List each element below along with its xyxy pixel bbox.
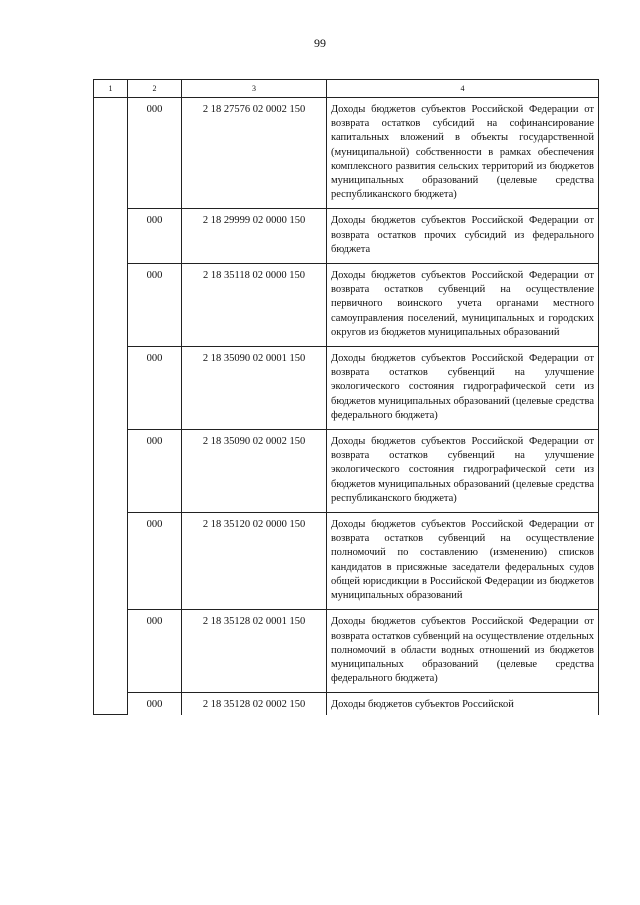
- admin-code-cell: 000: [128, 693, 182, 715]
- admin-code-cell: 000: [128, 430, 182, 513]
- budget-code-cell: 2 18 29999 02 0000 150: [182, 209, 327, 264]
- budget-code-cell: 2 18 35128 02 0002 150: [182, 693, 327, 715]
- budget-codes-table: [93, 79, 599, 715]
- description-cell: Доходы бюджетов субъектов Российской Федерации от возврата остатков субвенций на улучшение экологического состояния гидрографической сети из бюджетов муниципальных образований (целевые средства федерального бюджета): [327, 347, 599, 430]
- budget-code-cell: 2 18 35118 02 0000 150: [182, 264, 327, 347]
- table-row: [94, 693, 599, 715]
- table-row: [94, 98, 599, 209]
- column-header-2: 2: [128, 80, 182, 98]
- table-row: [94, 513, 599, 610]
- budget-code-cell: 2 18 35090 02 0002 150: [182, 430, 327, 513]
- description-cell: Доходы бюджетов субъектов Российской Федерации от возврата остатков субвенций на осуществление отдельных полномочий в области водных отношений из бюджетов муниципальных образований (целевые средства федерального бюджета): [327, 610, 599, 693]
- budget-code-cell: 2 18 35090 02 0001 150: [182, 347, 327, 430]
- budget-code-cell: 2 18 27576 02 0002 150: [182, 98, 327, 209]
- admin-code-cell: 000: [128, 209, 182, 264]
- admin-code-cell: 000: [128, 513, 182, 610]
- description-cell: Доходы бюджетов субъектов Российской Федерации от возврата остатков прочих субсидий из федерального бюджета: [327, 209, 599, 264]
- column-header-1: 1: [94, 80, 128, 98]
- description-cell: Доходы бюджетов субъектов Российской Федерации от возврата остатков субвенций на улучшение экологического состояния гидрографической сети из бюджетов муниципальных образований (целевые средства республиканского бюджета): [327, 430, 599, 513]
- budget-code-cell: 2 18 35120 02 0000 150: [182, 513, 327, 610]
- column-1-merged-cell: [94, 98, 128, 715]
- admin-code-cell: 000: [128, 610, 182, 693]
- table-row: [94, 430, 599, 513]
- table-row: [94, 209, 599, 264]
- table-header-row: [94, 80, 599, 98]
- table-row: [94, 610, 599, 693]
- admin-code-cell: 000: [128, 264, 182, 347]
- admin-code-cell: 000: [128, 98, 182, 209]
- column-header-3: 3: [182, 80, 327, 98]
- table-row: [94, 347, 599, 430]
- description-cell: Доходы бюджетов субъектов Российской Федерации от возврата остатков субсидий на софинансирование капитальных вложений в объекты государственной (муниципальной) собственности в рамках обеспечения комплексного развития сельских территорий из бюджетов муниципальных образований (целевые средства республиканского бюджета): [327, 98, 599, 209]
- description-cell: Доходы бюджетов субъектов Российской Федерации от возврата остатков субвенций на осуществление первичного воинского учета органами местного самоуправления поселений, муниципальных и городских округов из бюджетов муниципальных образований: [327, 264, 599, 347]
- column-header-4: 4: [327, 80, 599, 98]
- description-cell: Доходы бюджетов субъектов Российской: [327, 693, 599, 715]
- page-number: 99: [314, 36, 326, 50]
- table-row: [94, 264, 599, 347]
- admin-code-cell: 000: [128, 347, 182, 430]
- budget-code-cell: 2 18 35128 02 0001 150: [182, 610, 327, 693]
- description-cell: Доходы бюджетов субъектов Российской Федерации от возврата остатков субвенций на осуществление полномочий по составлению (изменению) списков кандидатов в присяжные заседатели федеральных судов общей юрисдикции в Российской Федерации из бюджетов муниципальных образований: [327, 513, 599, 610]
